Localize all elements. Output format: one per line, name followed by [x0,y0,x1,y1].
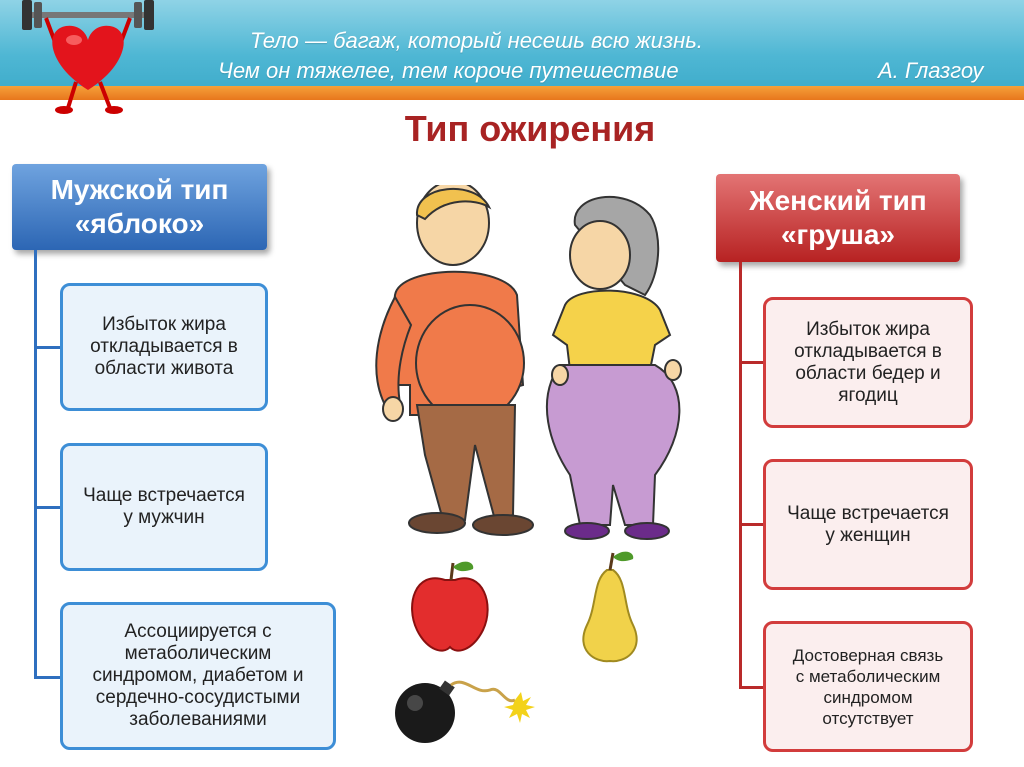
male-type-header [12,164,267,250]
apple-icon [412,562,488,651]
quote-line-2: Чем он тяжелее, тем короче путешествие [218,58,679,83]
male-tree-branch-1 [34,346,62,349]
female-item-prevalence-text: Чаще встречается у женщин [787,502,949,546]
man-figure [376,185,533,535]
female-item-metabolic-link [763,621,973,752]
female-item-prevalence [763,459,973,590]
female-item-metabolic-link-text: Достоверная связь с метаболическим синдромом отсутствует [792,645,944,728]
woman-figure [547,197,681,539]
male-item-fat-location [60,283,268,411]
male-tree-branch-3 [34,676,62,679]
quote-author: А. Глазгоу [878,58,984,83]
female-tree-branch-1 [739,361,765,364]
female-tree-branch-3 [739,686,765,689]
quote-line-1: Тело — багаж, который несешь всю жизнь. [250,28,703,53]
male-tree-branch-2 [34,506,62,509]
heart-dumbbell-logo [8,0,168,120]
illustration [355,185,705,755]
female-type-header-line1: Женский тип [749,185,927,216]
male-tree-trunk [34,250,37,678]
male-type-header-line1: Мужской тип [50,174,229,205]
bomb-icon [395,680,535,743]
male-item-prevalence-text: Чаще встречается у мужчин [83,485,245,528]
female-item-fat-location-text: Избыток жира откладывается в области бедер и ягодиц [794,318,942,406]
female-tree-trunk [739,262,742,688]
female-tree-branch-2 [739,523,765,526]
male-item-fat-location-text: Избыток жира откладывается в области живота [90,314,238,379]
female-type-header [716,174,960,262]
male-type-header-line2: «яблоко» [74,208,205,239]
female-type-header-line2: «груша» [780,219,896,250]
male-item-prevalence [60,443,268,571]
male-item-association [60,602,336,750]
page-title: Тип ожирения [404,108,656,149]
female-item-fat-location [763,297,973,428]
pear-icon [583,552,636,662]
male-item-association-text: Ассоциируется с метаболическим синдромом, диабетом и сердечно-сосудистыми заболеваниями [92,621,304,730]
